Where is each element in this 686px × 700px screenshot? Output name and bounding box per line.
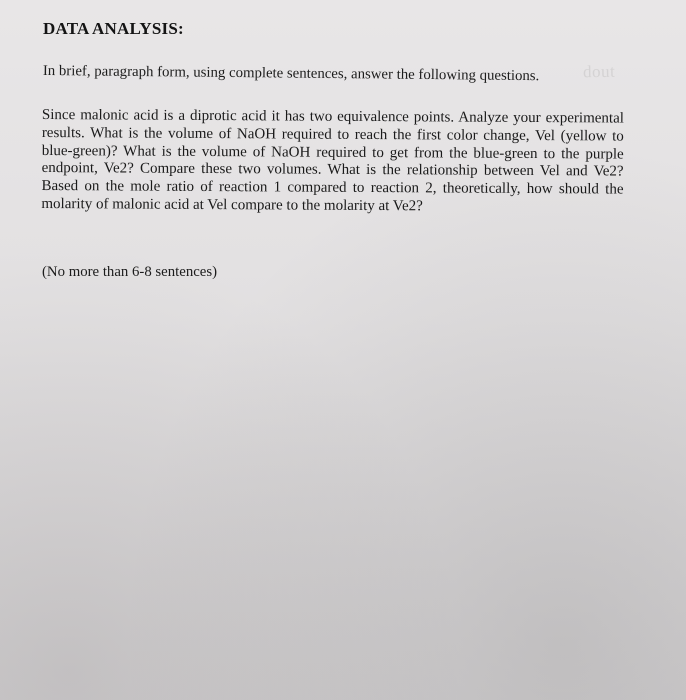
- bleed-through-text: dout: [582, 61, 616, 82]
- sentence-limit-note: (No more than 6-8 sentences): [42, 264, 218, 280]
- instructions-text: In brief, paragraph form, using complete sentences, answer the following questions.: [42, 63, 540, 85]
- section-heading: DATA ANALYSIS:: [43, 19, 184, 38]
- question-paragraph: Since malonic acid is a diprotic acid it has two equivalence points. Analyze your experimental results. What is the volume of NaOH required to reach the first color change, Vel (yellow to blue-green)? What is the volume of NaOH required to get from the blue-green to the purple endpoint, Ve2? Compare these two volumes. What is the relationship between Vel and Ve2? Based on the mole ratio of reaction 1 compared to reaction 2, theoretically, how should the molarity of malonic acid at Vel compare to the molarity at Ve2?: [41, 107, 624, 215]
